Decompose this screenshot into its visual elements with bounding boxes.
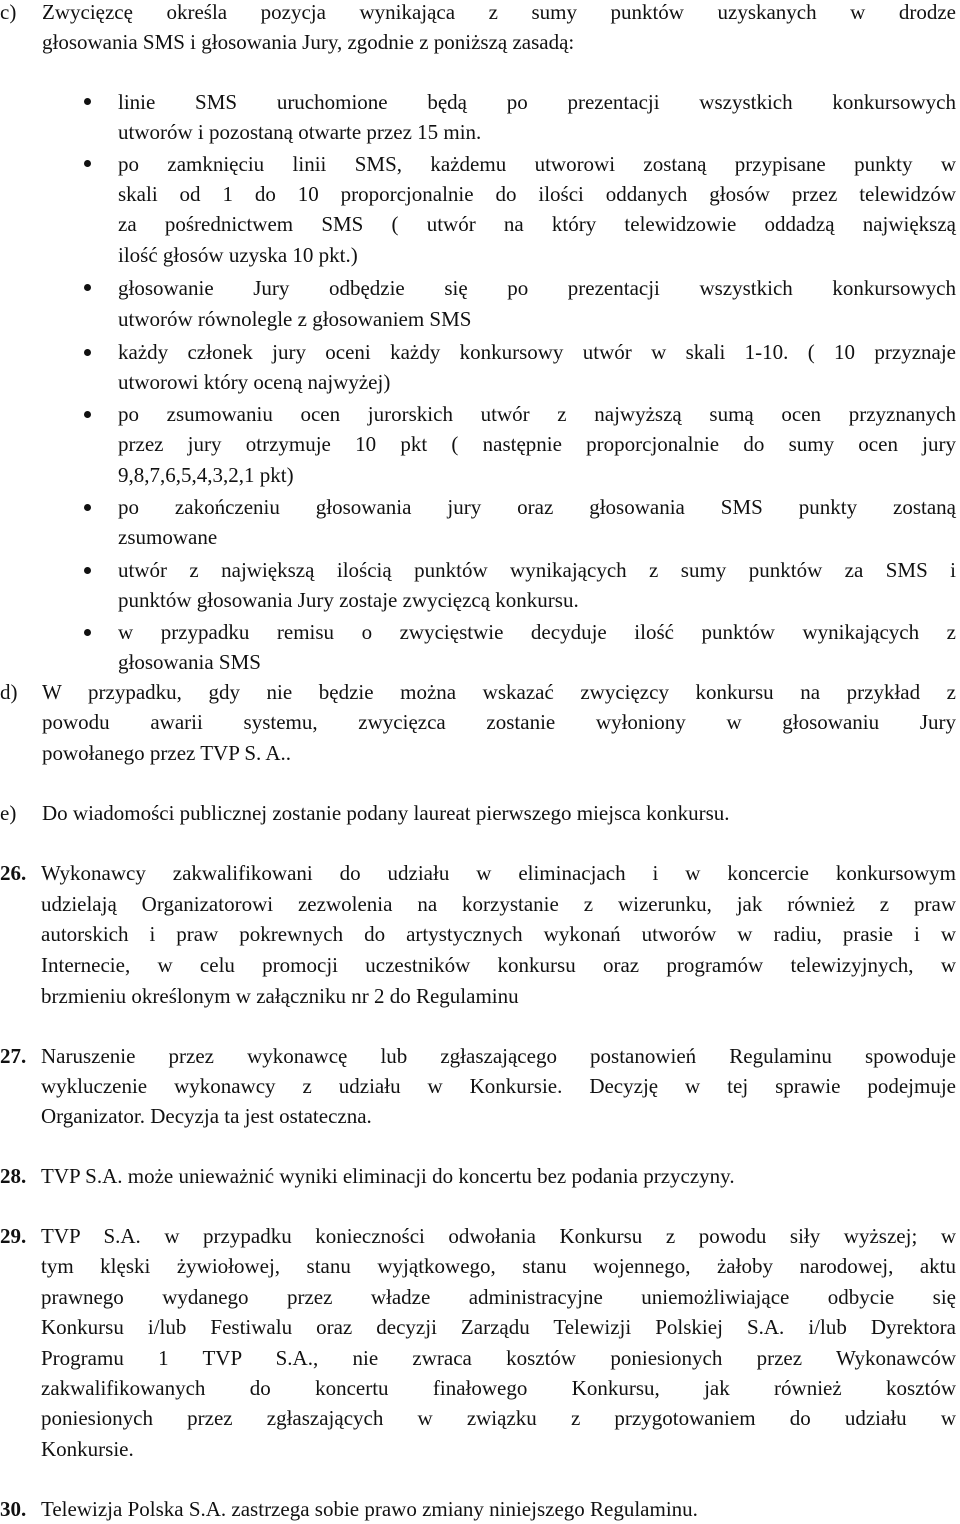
bullet-dot	[84, 411, 91, 418]
bullet-line: przez jury otrzymuje 10 pkt ( następnie proporcjonalnie do sumy ocen jury	[118, 432, 956, 456]
point-number: 29.	[0, 1224, 27, 1248]
bullet-dot	[84, 567, 91, 574]
point-line: Telewizja Polska S.A. zastrzega sobie prawo zmiany niniejszego Regulaminu.	[41, 1497, 698, 1521]
bullet-dot	[84, 629, 91, 636]
point-line: TVP S.A. może unieważnić wyniki eliminacji do koncertu bez podania przyczyny.	[41, 1164, 735, 1188]
point-line: TVP S.A. w przypadku konieczności odwołania Konkursu z powodu siły wyższej; w	[41, 1224, 956, 1248]
bullet-line: po zsumowaniu ocen jurorskich utwór z najwyższą sumą ocen przyznanych	[118, 402, 956, 426]
point-line: wykluczenie wykonawcy z udziału w Konkursie. Decyzję w tej sprawie podejmuje	[41, 1074, 956, 1098]
bullet-dot	[84, 98, 91, 105]
point-line: Konkursu i/lub Festiwalu oraz decyzji Zarządu Telewizji Polskiej S.A. i/lub Dyrektora	[41, 1315, 956, 1339]
bullet-line: utworowi który oceną najwyżej)	[118, 370, 391, 394]
bullet-dot	[84, 349, 91, 356]
point-line: tym klęski żywiołowej, stanu wyjątkowego, stanu wojennego, żałoby narodowej, aktu	[41, 1254, 956, 1278]
point-line: Internecie, w celu promocji uczestników konkursu oraz programów telewizyjnych, w	[41, 953, 956, 977]
bullet-line: linie SMS uruchomione będą po prezentacji wszystkich konkursowych	[118, 90, 956, 114]
section-e-line: Do wiadomości publicznej zostanie podany laureat pierwszego miejsca konkursu.	[42, 801, 730, 825]
bullet-line: głosowania SMS	[118, 650, 261, 674]
point-line: Organizator. Decyzja ta jest ostateczna.	[41, 1104, 372, 1128]
section-d-line: powołanego przez TVP S. A..	[42, 741, 292, 765]
point-line: Wykonawcy zakwalifikowani do udziału w eliminacjach i w koncercie konkursowym	[41, 861, 956, 885]
section-d-line: powodu awarii systemu, zwycięzca zostanie wyłoniony w głosowaniu Jury	[42, 710, 956, 734]
bullet-line: punktów głosowania Jury zostaje zwycięzcą konkursu.	[118, 588, 579, 612]
bullet-line: 9,8,7,6,5,4,3,2,1 pkt)	[118, 463, 294, 487]
section-d-label: d)	[0, 680, 18, 704]
point-line: Naruszenie przez wykonawcę lub zgłaszającego postanowień Regulaminu spowoduje	[41, 1044, 956, 1068]
bullet-dot	[84, 160, 91, 167]
section-c-intro-line: głosowania SMS i głosowania Jury, zgodnie z poniższą zasadą:	[42, 30, 575, 54]
point-line: zakwalifikowanych do koncertu finałowego Konkursu, jak również kosztów	[41, 1376, 956, 1400]
section-c-label: c)	[0, 0, 17, 24]
bullet-dot	[84, 284, 91, 291]
point-number: 28.	[0, 1164, 27, 1188]
bullet-line: za pośrednictwem SMS ( utwór na który telewidzowie oddadzą największą	[118, 212, 956, 236]
point-line: Programu 1 TVP S.A., nie zwraca kosztów poniesionych przez Wykonawców	[41, 1346, 956, 1370]
bullet-line: po zakończeniu głosowania jury oraz głosowania SMS punkty zostaną	[118, 495, 956, 519]
point-line: Konkursie.	[41, 1437, 134, 1461]
bullet-line: każdy członek jury oceni każdy konkursowy utwór w skali 1-10. ( 10 przyznaje	[118, 340, 956, 364]
point-line: poniesionych przez zgłaszających w związku z przygotowaniem do udziału w	[41, 1406, 956, 1430]
section-e-label: e)	[0, 801, 17, 825]
point-line: brzmieniu określonym w załączniku nr 2 do Regulaminu	[41, 984, 519, 1008]
bullet-line: w przypadku remisu o zwycięstwie decyduje ilość punktów wynikających z	[118, 620, 956, 644]
bullet-line: po zamknięciu linii SMS, każdemu utworowi zostaną przypisane punkty w	[118, 152, 956, 176]
bullet-line: utworów i pozostaną otwarte przez 15 min.	[118, 120, 482, 144]
bullet-line: głosowanie Jury odbędzie się po prezentacji wszystkich konkursowych	[118, 276, 956, 300]
bullet-dot	[84, 504, 91, 511]
bullet-line: skali od 1 do 10 proporcjonalnie do ilości oddanych głosów przez telewidzów	[118, 182, 956, 206]
point-number: 26.	[0, 861, 27, 885]
point-number: 30.	[0, 1497, 27, 1521]
point-line: udzielają Organizatorowi zezwolenia na korzystanie z wizerunku, jak również z praw	[41, 892, 956, 916]
section-c-intro-line: Zwycięzcę określa pozycja wynikająca z sumy punktów uzyskanych w drodze	[42, 0, 956, 24]
point-number: 27.	[0, 1044, 27, 1068]
bullet-line: utwór z największą ilością punktów wynikających z sumy punktów za SMS i	[118, 558, 956, 582]
bullet-line: zsumowane	[118, 525, 218, 549]
point-line: autorskich i praw pokrewnych do artystycznych wykonań utworów w radiu, prasie i w	[41, 922, 956, 946]
bullet-line: ilość głosów uzyska 10 pkt.)	[118, 243, 358, 267]
point-line: prawnego wydanego przez władze administracyjne uniemożliwiające odbycie się	[41, 1285, 956, 1309]
section-d-line: W przypadku, gdy nie będzie można wskazać zwycięzcy konkursu na przykład z	[42, 680, 956, 704]
bullet-line: utworów równolegle z głosowaniem SMS	[118, 307, 472, 331]
